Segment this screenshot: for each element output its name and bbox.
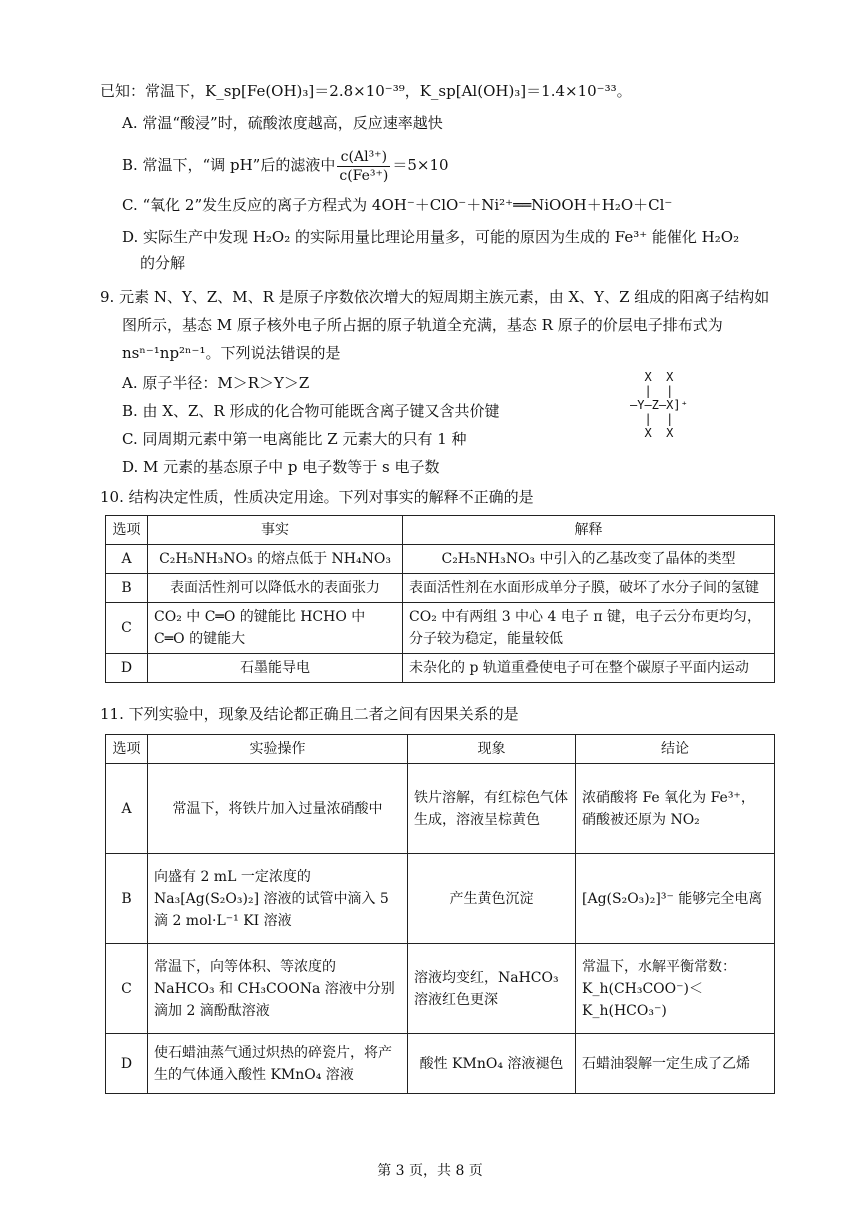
table-header-cell: 现象 (408, 735, 576, 764)
q9-option-a: A. 原子半径：M＞R＞Y＞Z (122, 374, 310, 392)
table-cell: C (106, 603, 148, 654)
table-row (106, 944, 775, 1034)
table-cell: 铁片溶解，有红棕色气体生成，溶液呈棕黄色 (408, 764, 576, 854)
table-cell: 产生黄色沉淀 (408, 854, 576, 944)
table-cell: 常温下，向等体积、等浓度的 NaHCO₃ 和 CH₃COONa 溶液中分别滴加 2 滴酚酞溶液 (148, 944, 408, 1034)
table-cell: 未杂化的 p 轨道重叠使电子可在整个碳原子平面内运动 (403, 654, 775, 683)
ratio-fraction (337, 148, 390, 185)
q10-table (105, 515, 775, 683)
table-cell: 常温下，将铁片加入过量浓硝酸中 (148, 764, 408, 854)
cation-structure-diagram: X X | | –Y–Z–X]⁺ | | X X (630, 370, 688, 440)
q11-stem: 11. 下列实验中，现象及结论都正确且二者之间有因果关系的是 (100, 705, 519, 723)
table-cell: A (106, 764, 148, 854)
table-header-cell: 实验操作 (148, 735, 408, 764)
table-header-row (106, 735, 775, 764)
q9-option-b: B. 由 X、Z、R 形成的化合物可能既含离子键又含共价键 (122, 402, 500, 420)
table-header-cell: 结论 (576, 735, 775, 764)
table-header-cell: 事实 (148, 516, 403, 545)
q8-option-c: C. “氧化 2”发生反应的离子方程式为 4OH⁻＋ClO⁻＋Ni²⁺══NiOOH＋H₂O＋Cl⁻ (122, 196, 673, 214)
table-cell: 使石蜡油蒸气通过炽热的碎瓷片，将产生的气体通入酸性 KMnO₄ 溶液 (148, 1034, 408, 1094)
table-row (106, 764, 775, 854)
table-cell: 酸性 KMnO₄ 溶液褪色 (408, 1034, 576, 1094)
table-cell: CO₂ 中 C═O 的键能比 HCHO 中 C═O 的键能大 (148, 603, 403, 654)
q8-option-b-prefix: B. 常温下，“调 pH”后的滤液中 (122, 156, 336, 174)
table-cell: 石墨能导电 (148, 654, 403, 683)
table-row (106, 854, 775, 944)
table-cell: 表面活性剂在水面形成单分子膜，破坏了水分子间的氢键 (403, 574, 775, 603)
table-cell: C (106, 944, 148, 1034)
q10-stem: 10. 结构决定性质，性质决定用途。下列对事实的解释不正确的是 (100, 488, 534, 506)
known-constants: 已知：常温下，K_sp[Fe(OH)₃]＝2.8×10⁻³⁹，K_sp[Al(OH)₃]＝1.4×10⁻³³。 (100, 82, 632, 100)
q8-option-a: A. 常温“酸浸”时，硫酸浓度越高，反应速率越快 (122, 114, 443, 132)
q8-option-d-cont: 的分解 (140, 254, 186, 272)
table-cell: 石蜡油裂解一定生成了乙烯 (576, 1034, 775, 1094)
table-row (106, 603, 775, 654)
q9-option-d: D. M 元素的基态原子中 p 电子数等于 s 电子数 (122, 458, 440, 476)
q9-option-c: C. 同周期元素中第一电离能比 Z 元素大的只有 1 种 (122, 430, 467, 448)
table-cell: [Ag(S₂O₃)₂]³⁻ 能够完全电离 (576, 854, 775, 944)
table-header-cell: 选项 (106, 735, 148, 764)
q9-stem-line1: 9. 元素 N、Y、Z、M、R 是原子序数依次增大的短周期主族元素，由 X、Y、Z 组成的阳离子结构如 (100, 288, 770, 306)
fraction-denominator: c(Fe³⁺) (339, 167, 389, 184)
q9-stem-line2: 图所示，基态 M 原子核外电子所占据的原子轨道全充满，基态 R 原子的价层电子排布式为 (122, 316, 723, 334)
page-footer: 第 3 页，共 8 页 (377, 1163, 483, 1179)
table-header-cell: 解释 (403, 516, 775, 545)
q8-option-d: D. 实际生产中发现 H₂O₂ 的实际用量比理论用量多，可能的原因为生成的 Fe³⁺ 能催化 H₂O₂ (122, 228, 740, 246)
table-cell: 溶液均变红，NaHCO₃ 溶液红色更深 (408, 944, 576, 1034)
table-row (106, 545, 775, 574)
q8-option-b (122, 144, 449, 186)
table-cell: B (106, 854, 148, 944)
table-cell: A (106, 545, 148, 574)
q11-table (105, 734, 775, 1094)
table-cell: 浓硝酸将 Fe 氧化为 Fe³⁺，硝酸被还原为 NO₂ (576, 764, 775, 854)
table-row (106, 574, 775, 603)
fraction-numerator: c(Al³⁺) (337, 148, 390, 167)
table-cell: 表面活性剂可以降低水的表面张力 (148, 574, 403, 603)
table-row (106, 1034, 775, 1094)
table-cell: D (106, 654, 148, 683)
table-cell: CO₂ 中有两组 3 中心 4 电子 π 键，电子云分布更均匀，分子较为稳定，能量较低 (403, 603, 775, 654)
table-cell: 向盛有 2 mL 一定浓度的 Na₃[Ag(S₂O₃)₂] 溶液的试管中滴入 5 滴 2 mol·L⁻¹ KI 溶液 (148, 854, 408, 944)
table-header-cell: 选项 (106, 516, 148, 545)
table-cell: B (106, 574, 148, 603)
table-cell: C₂H₅NH₃NO₃ 中引入的乙基改变了晶体的类型 (403, 545, 775, 574)
q8-option-b-suffix: ＝5×10 (392, 156, 449, 174)
table-cell: 常温下，水解平衡常数：K_h(CH₃COO⁻)＜K_h(HCO₃⁻) (576, 944, 775, 1034)
table-header-row (106, 516, 775, 545)
table-cell: D (106, 1034, 148, 1094)
table-cell: C₂H₅NH₃NO₃ 的熔点低于 NH₄NO₃ (148, 545, 403, 574)
table-row (106, 654, 775, 683)
q9-stem-line3: nsⁿ⁻¹np²ⁿ⁻¹。下列说法错误的是 (122, 344, 341, 362)
